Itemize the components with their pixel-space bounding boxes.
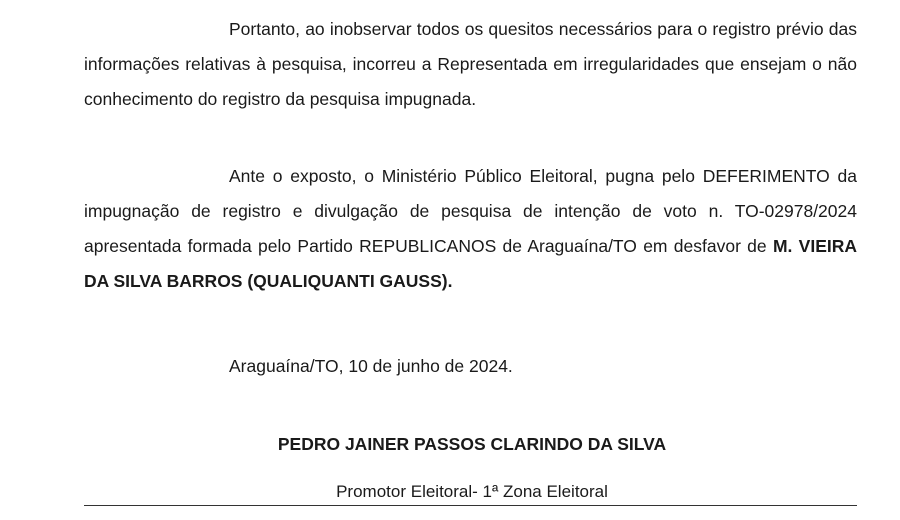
signer-name: PEDRO JAINER PASSOS CLARINDO DA SILVA	[277, 434, 667, 454]
respondent-name: M. VIEIRA DA SILVA BARROS (QUALIQUANTI GAUSS).	[84, 236, 857, 291]
request-paragraph-text: Ante o exposto, o Ministério Público Eleitoral, pugna pelo DEFERIMENTO da impugnação de registro e divulgação de pesquisa de intenção de voto n. TO-02978/2024 apresentada formada pelo Partido REPUBLICANOS de Araguaína/TO em desfavor de	[84, 166, 857, 256]
conclusion-paragraph	[84, 12, 857, 117]
conclusion-paragraph-text: Portanto, ao inobservar todos os quesitos necessários para o registro prévio das informações relativas à pesquisa, incorreu a Representada em irregularidades que ensejam o não conhecimento do registro da pesquisa impugnada.	[84, 19, 857, 109]
dateline: Araguaína/TO, 10 de junho de 2024.	[229, 356, 513, 376]
request-paragraph	[84, 159, 857, 299]
signer-role: Promotor Eleitoral- 1ª Zona Eleitoral	[336, 482, 608, 501]
